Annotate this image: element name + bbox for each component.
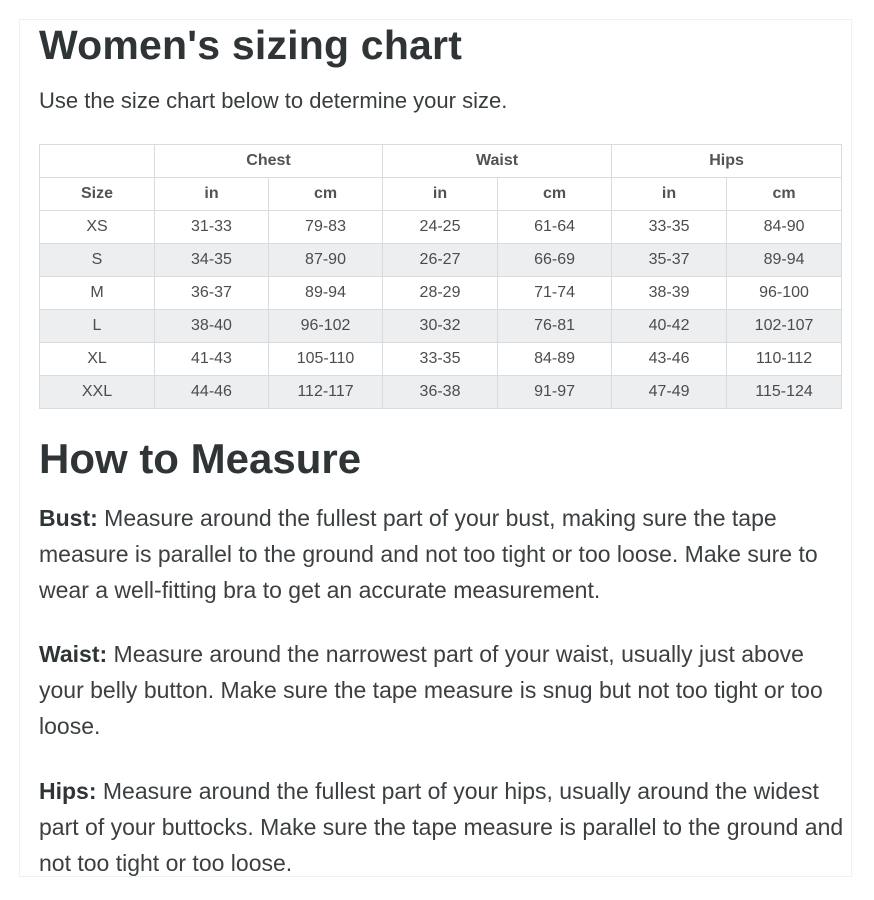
table-cell-size: XL [40,343,155,376]
table-cell: 76-81 [498,310,612,343]
waist-instructions [39,636,844,744]
how-to-measure-heading: How to Measure [39,435,362,482]
table-header-unit: in [612,178,727,211]
table-header-blank [40,145,155,178]
page-subtitle: Use the size chart below to determine your size. [39,88,508,113]
table-cell-size: S [40,244,155,277]
table-header-unit: cm [269,178,383,211]
table-sub-header-row [40,178,842,211]
page-frame [19,19,852,877]
table-group-header-row [40,145,842,178]
table-cell: 40-42 [612,310,727,343]
table-cell: 87-90 [269,244,383,277]
table-cell: 33-35 [612,211,727,244]
table-header-waist: Waist [383,145,612,178]
hips-instructions [39,773,844,877]
table-row [40,244,842,277]
table-cell: 79-83 [269,211,383,244]
table-row [40,277,842,310]
table-cell: 33-35 [383,343,498,376]
table-cell: 61-64 [498,211,612,244]
table-cell: 66-69 [498,244,612,277]
table-cell: 110-112 [727,343,842,376]
table-cell: 84-90 [727,211,842,244]
table-cell: 91-97 [498,376,612,409]
table-cell: 44-46 [155,376,269,409]
table-cell: 36-37 [155,277,269,310]
table-row [40,343,842,376]
table-cell: 26-27 [383,244,498,277]
table-cell-size: XS [40,211,155,244]
table-cell: 36-38 [383,376,498,409]
table-cell: 115-124 [727,376,842,409]
hips-label: Hips: [39,778,97,804]
table-cell: 38-40 [155,310,269,343]
table-cell: 105-110 [269,343,383,376]
table-cell: 43-46 [612,343,727,376]
table-cell-size: L [40,310,155,343]
table-cell: 96-100 [727,277,842,310]
table-cell: 102-107 [727,310,842,343]
table-cell: 28-29 [383,277,498,310]
table-cell: 38-39 [612,277,727,310]
table-cell-size: M [40,277,155,310]
table-header-unit: in [383,178,498,211]
table-header-size: Size [40,178,155,211]
bust-label: Bust: [39,505,98,531]
table-cell: 71-74 [498,277,612,310]
table-cell: 96-102 [269,310,383,343]
size-chart-table [39,144,842,409]
table-cell-size: XXL [40,376,155,409]
table-cell: 34-35 [155,244,269,277]
page-title: Women's sizing chart [39,22,463,68]
table-header-hips: Hips [612,145,842,178]
waist-text: Measure around the narrowest part of your waist, usually just above your belly button. Make sure the tape measure is snug but not too tight or too loose. [39,641,823,739]
table-cell: 84-89 [498,343,612,376]
bust-instructions [39,500,844,608]
table-header-unit: cm [498,178,612,211]
table-cell: 35-37 [612,244,727,277]
table-cell: 47-49 [612,376,727,409]
table-cell: 41-43 [155,343,269,376]
table-header-unit: cm [727,178,842,211]
table-header-unit: in [155,178,269,211]
table-header-chest: Chest [155,145,383,178]
table-cell: 89-94 [269,277,383,310]
table-row [40,376,842,409]
table-cell: 89-94 [727,244,842,277]
table-row [40,211,842,244]
bust-text: Measure around the fullest part of your bust, making sure the tape measure is parallel to the ground and not too tight or too loose. Make sure to wear a well-fitting bra to get an accurate measurement. [39,505,818,603]
table-cell: 31-33 [155,211,269,244]
hips-text: Measure around the fullest part of your hips, usually around the widest part of your buttocks. Make sure the tape measure is parallel to the ground and not too tight or too loose. [39,778,844,876]
waist-label: Waist: [39,641,108,667]
table-row [40,310,842,343]
table-cell: 30-32 [383,310,498,343]
table-cell: 112-117 [269,376,383,409]
table-cell: 24-25 [383,211,498,244]
